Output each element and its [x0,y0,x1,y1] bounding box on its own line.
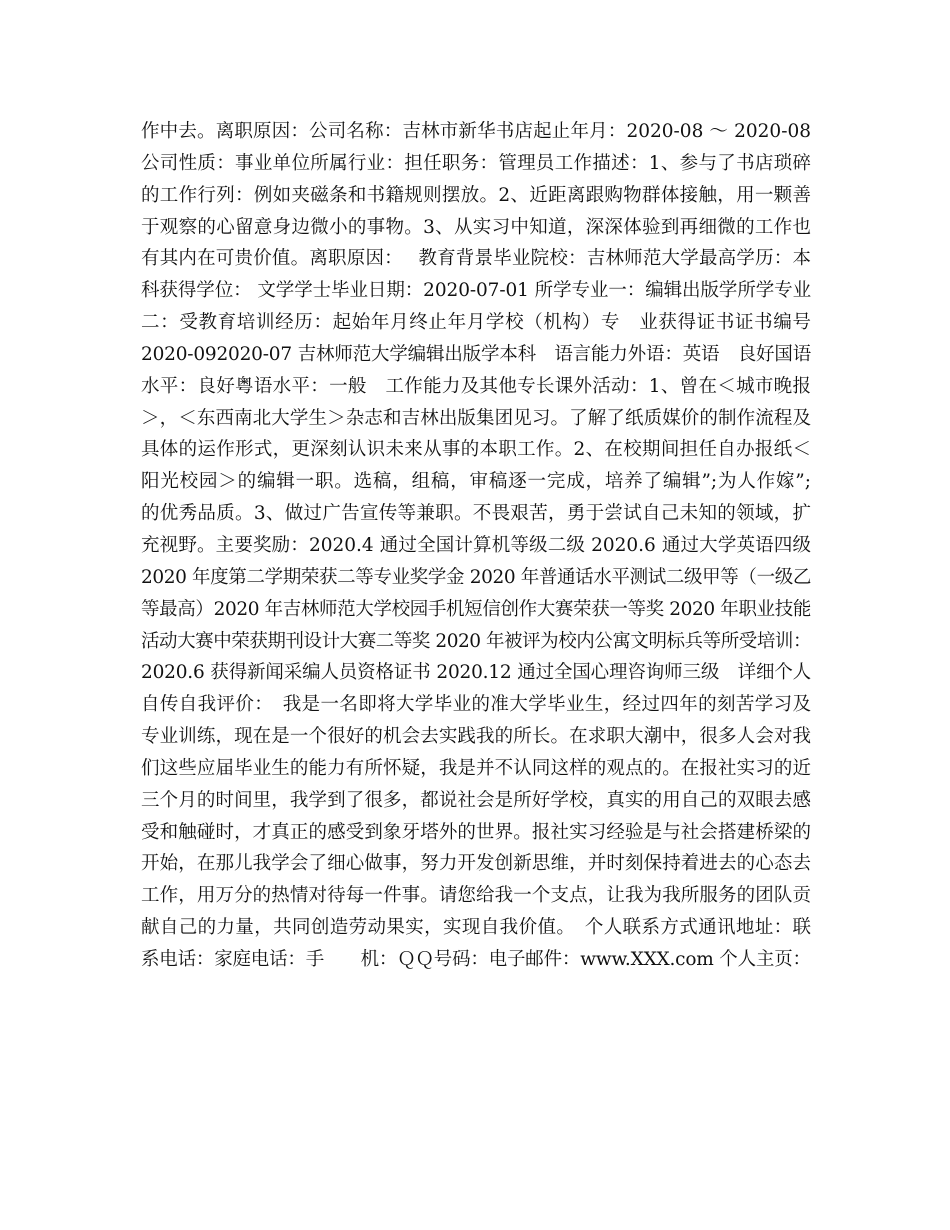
text-line: 作中去。离职原因：公司名称：吉林市新华书店起止年月：2020-08 ～ 2020-08 [141,121,811,142]
text-line: 等最高）2020 年吉林师范大学校园手机短信创作大赛荣获一等奖 2020 年职业技能 [141,598,811,620]
text-line: 自传自我评价： 我是一名即将大学毕业的准大学毕业生，经过四年的刻苦学习及 [141,694,811,716]
text-line: 活动大赛中荣获期刊设计大赛二等奖 2020 年被评为校内公寓文明标兵等所受培训： [141,630,811,652]
text-line: 三个月的时间里，我学到了很多，都说社会是所好学校，真实的用自己的双眼去感 [141,789,811,811]
text-line: 的工作行列：例如夹磁条和书籍规则摆放。2、近距离跟购物群体接触，用一颗善 [141,184,811,206]
text-line: 水平：良好粤语水平：一般 工作能力及其他专长课外活动：1、曾在＜城市晚报 [141,375,811,397]
text-line: 有其内在可贵价值。离职原因： 教育背景毕业院校：吉林师范大学最高学历：本 [141,248,811,270]
text-line: 充视野。主要奖励：2020.4 通过全国计算机等级二级 2020.6 通过大学英语四级 [141,534,811,556]
text-line: ＞，＜东西南北大学生＞杂志和吉林出版集团见习。了解了纸质媒价的制作流程及 [141,407,811,429]
text-line: 于观察的心留意身边微小的事物。3、从实习中知道，深深体验到再细微的工作也 [141,216,811,238]
text-line: 系电话：家庭电话：手 机：ＱＱ号码：电子邮件：www.XXX.com 个人主页： [141,948,811,970]
text-line: 科获得学位： 文学学士毕业日期：2020-07-01 所学专业一：编辑出版学所学专业 [141,280,811,302]
text-line: 2020.6 获得新闻采编人员资格证书 2020.12 通过全国心理咨询师三级 详细个人 [141,662,811,684]
text-line: 专业训练，现在是一个很好的机会去实践我的所长。在求职大潮中，很多人会对我 [141,726,811,748]
text-line: 们这些应届毕业生的能力有所怀疑，我是并不认同这样的观点的。在报社实习的近 [141,757,811,779]
text-line: 开始，在那儿我学会了细心做事，努力开发创新思维，并时刻保持着进去的心态去 [141,853,811,875]
text-line: 工作，用万分的热情对待每一件事。请您给我一个支点，让我为我所服务的团队贡 [141,885,811,907]
text-line: 2020-092020-07 吉林师范大学编辑出版学本科 语言能力外语：英语 良好国语 [141,343,811,365]
text-line: 2020 年度第二学期荣获二等专业奖学金 2020 年普通话水平测试二级甲等（一级乙 [141,566,811,588]
text-line: 阳光校园＞的编辑一职。选稿，组稿，审稿逐一完成，培养了编辑”;为人作嫁”; [141,471,811,493]
text-line: 的优秀品质。3、做过广告宣传等兼职。不畏艰苦，勇于尝试自己未知的领域，扩 [141,503,811,525]
resume-body-text [141,116,811,976]
text-line: 公司性质：事业单位所属行业：担任职务：管理员工作描述：1、参与了书店琐碎 [141,152,811,174]
text-line: 献自己的力量，共同创造劳动果实，实现自我价值。 个人联系方式通讯地址：联 [141,917,811,939]
text-line: 二：受教育培训经历：起始年月终止年月学校（机构）专 业获得证书证书编号 [141,312,811,334]
text-line: 具体的运作形式，更深刻认识未来从事的本职工作。2、在校期间担任自办报纸＜ [141,439,811,461]
text-line: 受和触碰时，才真正的感受到象牙塔外的世界。报社实习经验是与社会搭建桥梁的 [141,821,811,843]
